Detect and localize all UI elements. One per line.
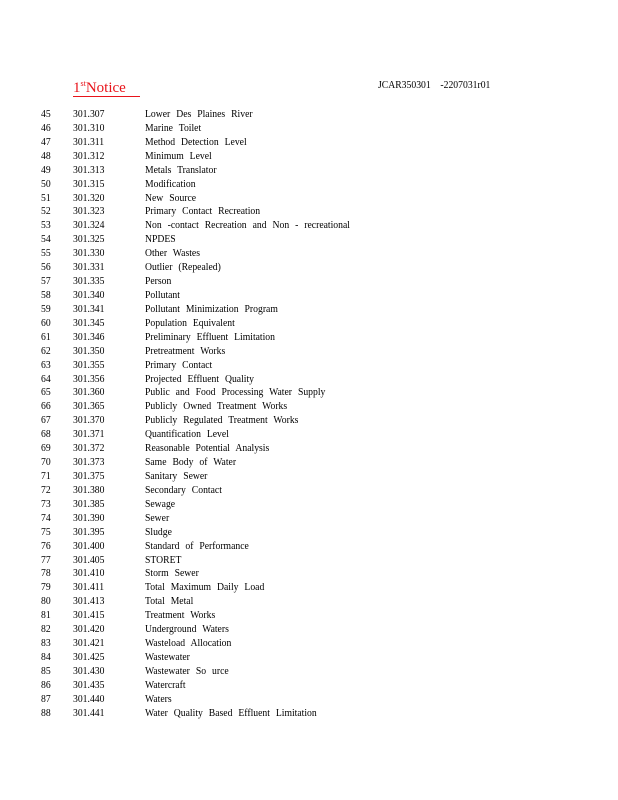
section-list: [0, 108, 618, 721]
line-number: 82: [41, 623, 51, 636]
line-number: 76: [41, 539, 51, 552]
list-item: [0, 456, 618, 470]
section-title: Minimum Level: [145, 149, 212, 162]
line-number: 68: [41, 428, 51, 441]
section-title: Sludge: [145, 525, 172, 538]
line-number: 70: [41, 456, 51, 469]
list-item: [0, 108, 618, 122]
section-title: Pollutant Minimization Program: [145, 302, 278, 315]
section-title: Publicly Regulated Treatment Works: [145, 414, 299, 427]
line-number: 87: [41, 692, 51, 705]
section-title: Pollutant: [145, 288, 180, 301]
list-item: [0, 498, 618, 512]
section-title: Lower Des Plaines River: [145, 108, 253, 120]
list-item: [0, 373, 618, 387]
notice-label: [73, 80, 140, 97]
section-title: Standard of Performance: [145, 539, 249, 552]
line-number: 49: [41, 163, 51, 176]
section-title: Waters: [145, 692, 172, 705]
list-item: [0, 581, 618, 595]
list-item: [0, 707, 618, 721]
section-number: 301.440: [73, 692, 105, 705]
list-item: [0, 554, 618, 568]
line-number: 66: [41, 400, 51, 413]
section-title: Preliminary Effluent Limitation: [145, 330, 275, 343]
section-number: 301.372: [73, 442, 105, 455]
line-number: 67: [41, 414, 51, 427]
list-item: [0, 122, 618, 136]
section-title: Publicly Owned Treatment Works: [145, 400, 288, 413]
line-number: 58: [41, 288, 51, 301]
section-title: Sewer: [145, 511, 170, 524]
section-number: 301.390: [73, 511, 105, 524]
list-item: [0, 359, 618, 373]
list-item: [0, 150, 618, 164]
line-number: 84: [41, 650, 51, 663]
section-number: 301.385: [73, 497, 105, 510]
section-number: 301.370: [73, 414, 105, 427]
section-number: 301.360: [73, 386, 105, 399]
section-title: Person: [145, 275, 172, 288]
list-item: [0, 233, 618, 247]
line-number: 63: [41, 358, 51, 371]
line-number: 74: [41, 511, 51, 524]
line-number: 46: [41, 121, 51, 134]
section-title: NPDES: [145, 233, 176, 246]
list-item: [0, 693, 618, 707]
line-number: 59: [41, 302, 51, 315]
section-number: 301.373: [73, 456, 105, 469]
section-title: Sanitary Sewer: [145, 469, 208, 482]
section-number: 301.330: [73, 247, 105, 260]
list-item: [0, 651, 618, 665]
section-title: Secondary Contact: [145, 483, 222, 496]
section-title: Pretreatment Works: [145, 344, 226, 357]
section-number: 301.411: [73, 581, 105, 594]
section-number: 301.375: [73, 469, 105, 482]
list-item: [0, 192, 618, 206]
list-item: [0, 442, 618, 456]
line-number: 45: [41, 108, 51, 120]
section-number: 301.320: [73, 191, 105, 204]
section-title: Same Body of Water: [145, 456, 237, 469]
section-title: Modification: [145, 177, 196, 190]
section-title: Method Detection Level: [145, 135, 247, 148]
line-number: 54: [41, 233, 51, 246]
list-item: [0, 428, 618, 442]
line-number: 64: [41, 372, 51, 385]
section-number: 301.315: [73, 177, 105, 190]
section-title: Quantification Level: [145, 428, 229, 441]
section-number: 301.335: [73, 275, 105, 288]
list-item: [0, 609, 618, 623]
line-number: 71: [41, 469, 51, 482]
list-item: [0, 623, 618, 637]
list-item: [0, 665, 618, 679]
line-number: 51: [41, 191, 51, 204]
list-item: [0, 595, 618, 609]
section-number: 301.425: [73, 650, 105, 663]
section-title: Treatment Works: [145, 609, 216, 622]
list-item: [0, 400, 618, 414]
list-item: [0, 637, 618, 651]
section-number: 301.345: [73, 316, 105, 329]
section-title: STORET: [145, 553, 182, 566]
line-number: 81: [41, 609, 51, 622]
line-number: 85: [41, 664, 51, 677]
line-number: 65: [41, 386, 51, 399]
section-title: Outlier (Repealed): [145, 261, 221, 274]
section-title: Population Equivalent: [145, 316, 235, 329]
section-title: Projected Effluent Quality: [145, 372, 255, 385]
list-item: [0, 345, 618, 359]
section-number: 301.405: [73, 553, 105, 566]
notice-word: Notice: [85, 80, 126, 96]
list-item: [0, 219, 618, 233]
section-title: Other Wastes: [145, 247, 200, 260]
section-title: Wastewater So urce: [145, 664, 229, 677]
section-number: 301.346: [73, 330, 105, 343]
section-number: 301.324: [73, 219, 105, 232]
section-title: Metals Translator: [145, 163, 217, 176]
notice-ordinal-suffix: st: [80, 79, 86, 88]
section-title: Water Quality Based Effluent Limitation: [145, 706, 317, 719]
line-number: 88: [41, 706, 51, 719]
list-item: [0, 331, 618, 345]
section-number: 301.340: [73, 288, 105, 301]
line-number: 48: [41, 149, 51, 162]
section-number: 301.415: [73, 609, 105, 622]
line-number: 73: [41, 497, 51, 510]
list-item: [0, 540, 618, 554]
list-item: [0, 317, 618, 331]
line-number: 53: [41, 219, 51, 232]
section-number: 301.355: [73, 358, 105, 371]
document-id: JCAR350301 -2207031r01: [378, 79, 491, 91]
line-number: 57: [41, 275, 51, 288]
list-item: [0, 484, 618, 498]
section-number: 301.430: [73, 664, 105, 677]
section-number: 301.371: [73, 428, 105, 441]
line-number: 55: [41, 247, 51, 260]
section-number: 301.395: [73, 525, 105, 538]
section-title: Marine Toilet: [145, 121, 202, 134]
line-number: 47: [41, 135, 51, 148]
section-number: 301.312: [73, 149, 105, 162]
section-number: 301.420: [73, 623, 105, 636]
section-number: 301.325: [73, 233, 105, 246]
line-number: 79: [41, 581, 51, 594]
section-title: Non -contact Recreation and Non - recreational: [145, 219, 350, 232]
section-number: 301.365: [73, 400, 105, 413]
line-number: 72: [41, 483, 51, 496]
section-number: 301.341: [73, 302, 105, 315]
line-number: 69: [41, 442, 51, 455]
notice-heading: [73, 74, 140, 98]
list-item: [0, 205, 618, 219]
section-number: 301.356: [73, 372, 105, 385]
list-item: [0, 303, 618, 317]
list-item: [0, 275, 618, 289]
section-title: Underground Waters: [145, 623, 229, 636]
line-number: 62: [41, 344, 51, 357]
section-number: 301.441: [73, 706, 105, 719]
line-number: 50: [41, 177, 51, 190]
section-number: 301.413: [73, 595, 105, 608]
section-title: New Source: [145, 191, 197, 204]
list-item: [0, 261, 618, 275]
list-item: [0, 289, 618, 303]
section-title: Wastewater: [145, 650, 190, 663]
line-number: 56: [41, 261, 51, 274]
line-number: 60: [41, 316, 51, 329]
list-item: [0, 164, 618, 178]
list-item: [0, 414, 618, 428]
section-title: Primary Contact: [145, 358, 213, 371]
section-title: Storm Sewer: [145, 567, 199, 580]
line-number: 80: [41, 595, 51, 608]
list-item: [0, 136, 618, 150]
list-item: [0, 247, 618, 261]
section-title: Watercraft: [145, 678, 186, 691]
line-number: 86: [41, 678, 51, 691]
list-item: [0, 386, 618, 400]
section-number: 301.313: [73, 163, 105, 176]
section-title: Primary Contact Recreation: [145, 205, 261, 218]
section-title: Total Metal: [145, 595, 194, 608]
section-number: 301.310: [73, 121, 105, 134]
line-number: 77: [41, 553, 51, 566]
section-number: 301.350: [73, 344, 105, 357]
section-number: 301.435: [73, 678, 105, 691]
section-title: Reasonable Potential Analysis: [145, 442, 270, 455]
notice-number: 1: [73, 80, 81, 96]
list-item: [0, 567, 618, 581]
list-item: [0, 526, 618, 540]
line-number: 75: [41, 525, 51, 538]
line-number: 78: [41, 567, 51, 580]
section-title: Public and Food Processing Water Supply: [145, 386, 326, 399]
section-number: 301.323: [73, 205, 105, 218]
list-item: [0, 512, 618, 526]
section-title: Wasteload Allocation: [145, 637, 232, 650]
line-number: 52: [41, 205, 51, 218]
list-item: [0, 470, 618, 484]
section-title: Sewage: [145, 497, 176, 510]
list-item: [0, 679, 618, 693]
section-number: 301.311: [73, 135, 105, 148]
section-number: 301.410: [73, 567, 105, 580]
section-number: 301.421: [73, 637, 105, 650]
section-number: 301.380: [73, 483, 105, 496]
line-number: 61: [41, 330, 51, 343]
section-title: Total Maximum Daily Load: [145, 581, 265, 594]
list-item: [0, 178, 618, 192]
section-number: 301.331: [73, 261, 105, 274]
line-number: 83: [41, 637, 51, 650]
section-number: 301.400: [73, 539, 105, 552]
section-number: 301.307: [73, 108, 105, 120]
